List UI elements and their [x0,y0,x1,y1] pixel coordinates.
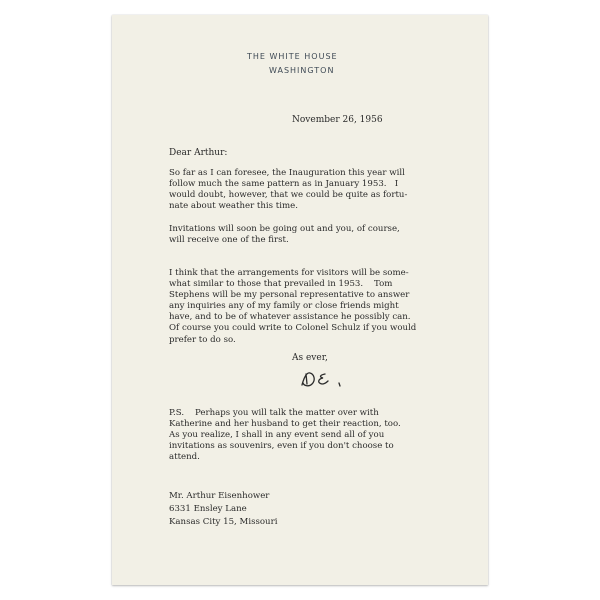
salutation: Dear Arthur: [169,148,228,158]
paragraph-line: what similar to those that prevailed in 1953. Tom [169,279,393,290]
paragraph-line: Of course you could write to Colonel Schulz if you would [169,323,417,334]
postscript-line: As you realize, I shall in any event send all of you [169,430,385,441]
paragraph-3 [169,268,416,346]
address-city: Kansas City 15, Missouri [169,517,278,527]
paragraph-line: will receive one of the first. [169,235,289,246]
paragraph-line: I think that the arrangements for visitors will be some- [169,268,409,278]
paragraph-line: have, and to be of whatever assistance he possibly can. [169,312,411,323]
paragraph-line: Stephens will be my personal representative to answer [169,290,410,301]
paragraph-line: would doubt, however, that we could be quite as fortu- [169,190,408,201]
letter-date: November 26, 1956 [292,115,383,125]
letterhead-line-2: WASHINGTON [269,66,335,75]
address-name: Mr. Arthur Eisenhower [169,491,270,501]
paragraph-line: follow much the same pattern as in January 1953. I [169,179,399,190]
postscript-line: Katherine and her husband to get their reaction, too. [169,419,401,430]
paragraph-line: nate about weather this time. [169,201,298,212]
paragraph-line: Invitations will soon be going out and you, of course, [169,224,400,234]
postscript [169,408,401,463]
letter-page [112,15,488,585]
paragraph-line: prefer to do so. [169,334,236,345]
signature [298,366,358,392]
postscript-line: invitations as souvenirs, even if you don't choose to [169,441,394,452]
paragraph-line: any inquiries any of my family or close friends might [169,301,399,312]
closing: As ever, [292,353,328,363]
postscript-line: P.S. Perhaps you will talk the matter over with [169,408,379,418]
recipient-address [169,490,277,529]
letterhead-line-1: THE WHITE HOUSE [247,52,338,61]
paragraph-2 [169,224,400,246]
paragraph-1 [169,168,407,212]
paragraph-line: So far as I can foresee, the Inauguration this year will [169,168,405,178]
address-street: 6331 Ensley Lane [169,504,247,514]
postscript-line: attend. [169,452,200,463]
